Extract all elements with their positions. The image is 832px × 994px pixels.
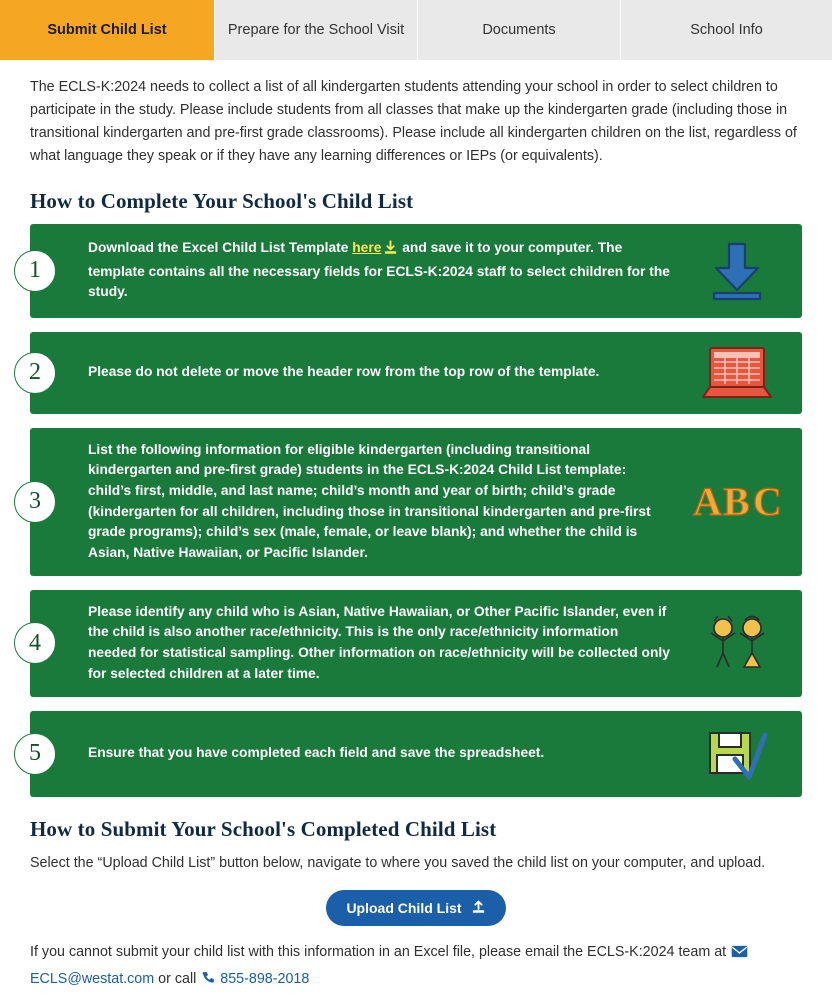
step-item — [30, 711, 802, 797]
step-text: Please do not delete or move the header row from the top row of the template. — [88, 364, 600, 380]
tab-label: School Info — [690, 22, 763, 38]
tab-label: Documents — [482, 22, 556, 38]
abc-blocks-icon — [682, 479, 792, 525]
email-link[interactable]: ECLS@westat.com — [30, 970, 155, 987]
tab-label: Submit Child List — [47, 22, 167, 38]
step-text-before-link: Download the Excel Child List Template — [88, 240, 353, 256]
download-template-link[interactable]: here — [352, 240, 382, 256]
tab-bar — [0, 0, 832, 60]
two-children-icon — [682, 612, 792, 674]
upload-icon — [471, 899, 486, 917]
download-small-icon[interactable] — [383, 240, 398, 262]
steps-list — [30, 224, 802, 797]
step-text — [88, 238, 682, 303]
footer-prefix-text: If you cannot submit your child list with this information in an Excel file, please email the ECLS-K:2024 team at — [30, 944, 727, 961]
intro-paragraph: The ECLS-K:2024 needs to collect a list of all kindergarten students attending your school in order to select children to participate in the study. Please include students from all classes that make up the kindergarten grade (including those in transitional kindergarten and pre-first grade classrooms). Please include all kindergarten children on the list, regardless of what language they speak or if they have any learning differences or IEPs (or equivalents). — [30, 79, 797, 165]
step-number: 4 — [14, 622, 56, 664]
how-to-submit-heading: How to Submit Your School's Completed Child List — [30, 816, 497, 841]
tab-documents[interactable] — [418, 0, 621, 60]
svg-text:C: C — [753, 478, 782, 524]
how-to-complete-heading: How to Complete Your School's Child List — [30, 188, 414, 213]
footer-contact-note — [30, 940, 802, 993]
step-number: 3 — [14, 481, 56, 523]
save-disk-check-icon — [682, 725, 792, 783]
step-item — [30, 224, 802, 318]
tab-school-info[interactable] — [621, 0, 832, 60]
svg-text:A: A — [693, 478, 722, 524]
step-text: Please identify any child who is Asian, Native Hawaiian, or Other Pacific Islander, even if the child is also another race/ethnicity. This is the only race/ethnicity information needed for statistical sampling. Other information on race/ethnicity will be collected only for selected children at a later time. — [88, 603, 670, 681]
page-content — [0, 76, 832, 994]
submit-instruction: Select the “Upload Child List” button below, navigate to where you saved the child list on your computer, and upload. — [30, 854, 766, 871]
download-arrow-icon — [682, 240, 792, 302]
upload-button-label: Upload Child List — [346, 900, 462, 917]
tab-prepare-for-the-school-visit[interactable] — [215, 0, 418, 60]
upload-button-row — [30, 890, 802, 926]
footer-middle-text: or call — [158, 970, 197, 987]
step-number: 2 — [14, 352, 56, 394]
tab-label: Prepare for the School Visit — [227, 22, 405, 38]
step-number: 5 — [14, 733, 56, 775]
step-number: 1 — [14, 250, 56, 292]
tab-submit-child-list[interactable] — [0, 0, 215, 60]
envelope-icon — [731, 942, 748, 967]
phone-icon — [201, 969, 215, 994]
step-text: List the following information for eligible kindergarten (including transitional kindergarten and pre-first grade) students in the ECLS-K:2024 Child List template: child’s first, middle, and last name; child’s month and year of birth; child’s grade (kindergarten for all children, including those in transitional kindergarten and pre-first grade programs); child’s sex (male, female, or leave blank); and whether the child is Asian, Native Hawaiian, or Pacific Islander. — [88, 441, 651, 561]
step-text-after-link: and save it to your computer. The template contains all the necessary fields for ECLS-K:2024 staff to select children for the study. — [88, 240, 670, 300]
step-item — [30, 428, 802, 576]
laptop-spreadsheet-icon — [682, 344, 792, 402]
phone-link[interactable]: 855-898-2018 — [220, 970, 310, 987]
step-text: Ensure that you have completed each field and save the spreadsheet. — [88, 745, 545, 761]
step-item — [30, 332, 802, 414]
step-item — [30, 590, 802, 697]
svg-text:B: B — [723, 478, 750, 524]
upload-child-list-button[interactable] — [326, 890, 505, 926]
